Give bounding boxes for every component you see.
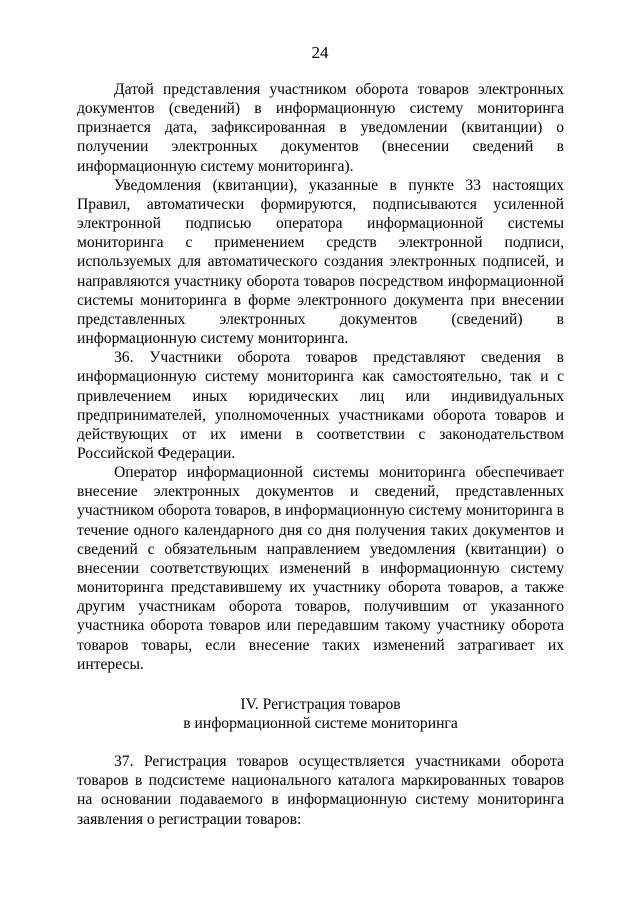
section-heading-line1: IV. Регистрация товаров (240, 695, 401, 713)
paragraph-notifications: Уведомления (квитанции), указанные в пункте 33 настоящих Правил, автоматически формируются, подписываются усиленной электронной подписью оператора информационной системы мониторинга с применением средств электронной подписи, используемых для автоматического создания электронных подписей, и направляются участнику оборота товаров посредством информационной системы мониторинга в форме электронного документа при внесении представленных электронных документов (сведений) в информационную систему мониторинга. (77, 176, 564, 348)
paragraph-37-registration: 37. Регистрация товаров осуществляется участниками оборота товаров в подсистеме национального каталога маркированных товаров на основании подаваемого в информационную систему мониторинга заявления о регистрации товаров: (77, 753, 564, 828)
paragraph-operator-duties: Оператор информационной системы мониторинга обеспечивает внесение электронных документов и сведений, представленных участником оборота товаров, в информационную систему мониторинга в течение одного календарного дня со дня получения таких документов и сведений с обязательным направлением уведомления (квитанции) о внесении соответствующих изменений в информационную систему мониторинга представившему их участнику оборота товаров, а также другим участникам оборота товаров, получившим от указанного участника оборота товаров или передавшим такому участнику оборота товаров товары, если внесение таких изменений затрагивает их интересы. (77, 464, 564, 673)
paragraph-36-participants: 36. Участники оборота товаров представляют сведения в информационную систему мониторинга как самостоятельно, так и с привлечением иных юридических лиц или индивидуальных предпринимателей, уполномоченных участниками оборота товаров и действующих от их имени в соответствии с законодательством Российской Федерации. (77, 349, 564, 462)
section-heading-line2: в информационной системе мониторинга (183, 715, 458, 732)
page-number: 24 (311, 43, 329, 62)
document-body (77, 80, 564, 829)
section-heading (77, 695, 564, 733)
paragraph-submission-date: Датой представления участником оборота товаров электронных документов (сведений) в информационную систему мониторинга признается дата, зафиксированная в уведомлении (квитанции) о получении электронных документов (внесении сведений в информационную систему мониторинга). (77, 81, 564, 175)
